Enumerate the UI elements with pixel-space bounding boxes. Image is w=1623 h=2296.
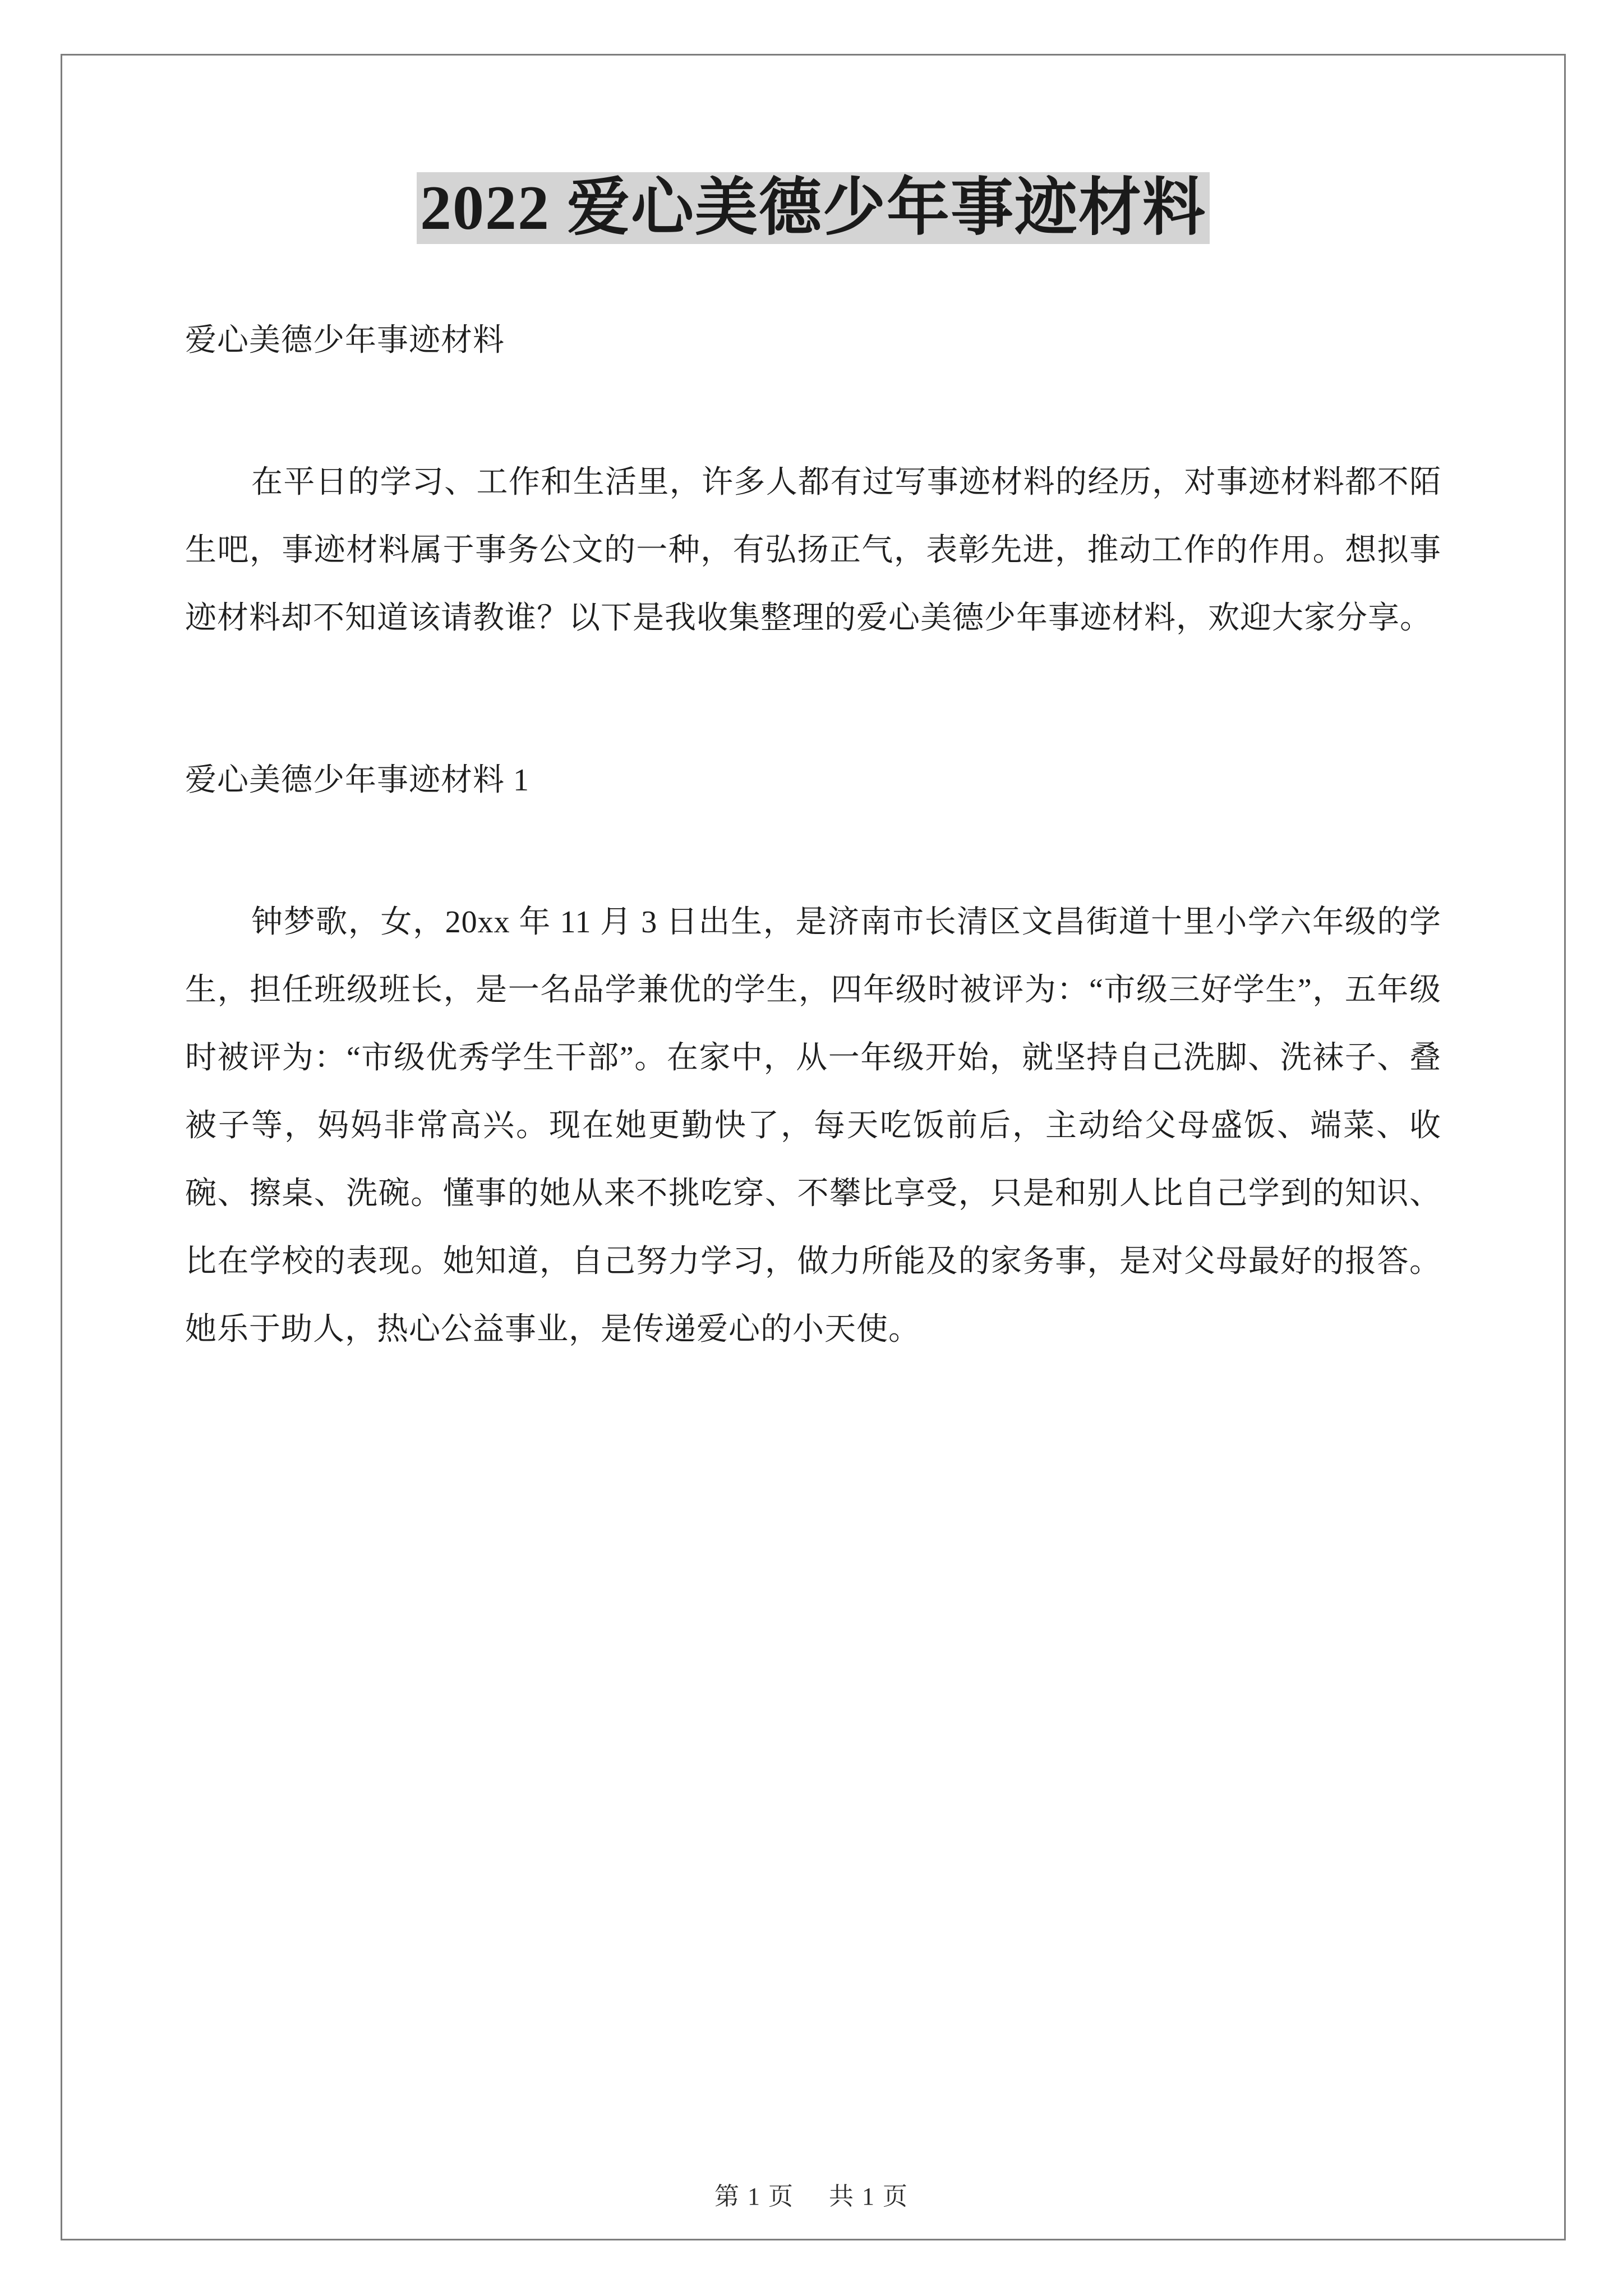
page-footer (0, 2176, 1623, 2212)
footer-current-page: 第 1 页 (714, 2183, 794, 2210)
spacer (185, 840, 1441, 889)
intro-paragraph: 在平日的学习、工作和生活里，许多人都有过写事迹材料的经历，对事迹材料都不陌生吧，事迹材料属于事务公文的一种，有弘扬正气，表彰先进，推动工作的作用。想拟事迹材料却不知道该请教谁？以下是我收集整理的爱心美德少年事迹材料，欢迎大家分享。 (185, 465, 1441, 636)
footer-total-pages: 共 1 页 (829, 2183, 909, 2210)
page-title-text: 2022 爱心美德少年事迹材料 (417, 172, 1210, 244)
page-title (185, 168, 1441, 249)
section-heading: 爱心美德少年事迹材料 1 (185, 763, 529, 798)
spacer (185, 652, 1441, 747)
section-paragraph: 钟梦歌，女，20xx 年 11 月 3 日出生，是济南市长清区文昌街道十里小学六年级的学生，担任班级班长，是一名品学兼优的学生，四年级时被评为：“市级三好学生”，五年级时被评为：“市级优秀学生干部”。在家中，从一年级开始，就坚持自己洗脚、洗袜子、叠被子等，妈妈非常高兴。现在她更勤快了，每天吃饭前后，主动给父母盛饭、端菜、收碗、擦桌、洗碗。懂事的她从来不挑吃穿、不攀比享受，只是和别人比自己学到的知识、比在学校的表现。她知道，自己努力学习，做力所能及的家务事，是对父母最好的报答。她乐于助人，热心公益事业，是传递爱心的小天使。 (185, 905, 1441, 1347)
document-content (185, 168, 1441, 1364)
spacer (185, 401, 1441, 449)
document-subheading: 爱心美德少年事迹材料 (185, 323, 505, 358)
